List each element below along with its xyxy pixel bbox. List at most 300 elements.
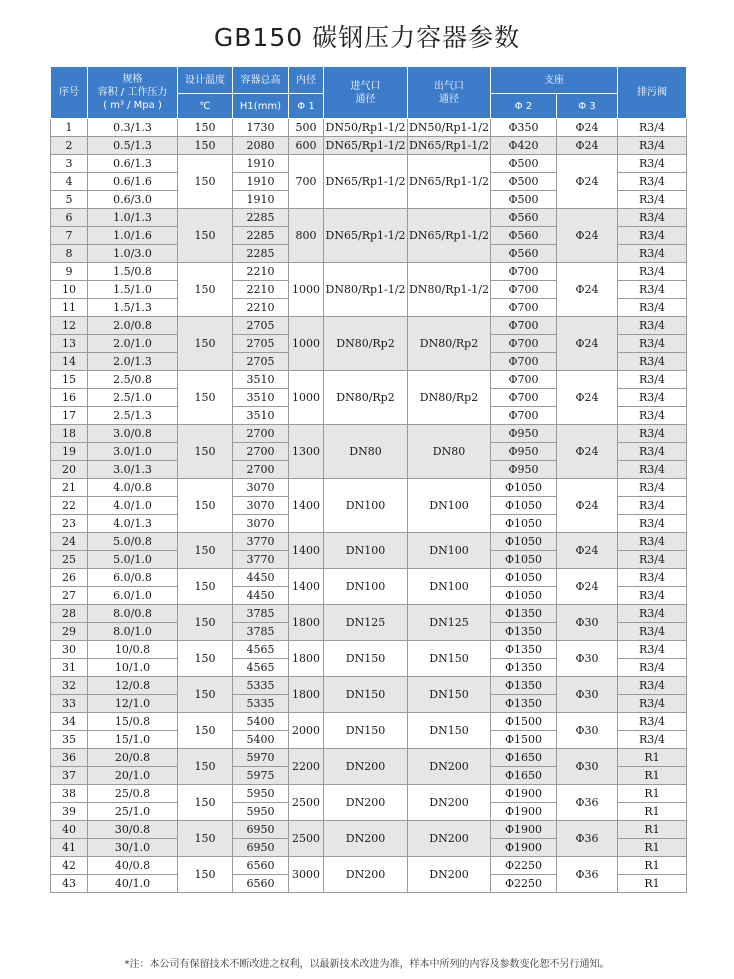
cell-outlet: DN50/Rp1-1/2: [408, 119, 491, 137]
cell-no: 41: [51, 839, 88, 857]
cell-phi2: Φ2250: [491, 875, 557, 893]
cell-no: 14: [51, 353, 88, 371]
cell-phi2: Φ1050: [491, 569, 557, 587]
cell-temp: 150: [178, 209, 233, 263]
cell-phi3: Φ24: [557, 119, 618, 137]
cell-no: 1: [51, 119, 88, 137]
cell-spec: 25/0.8: [88, 785, 178, 803]
cell-height: 2705: [233, 335, 289, 353]
cell-phi2: Φ700: [491, 263, 557, 281]
cell-dia: 500: [289, 119, 324, 137]
cell-drain: R3/4: [618, 587, 687, 605]
cell-no: 16: [51, 389, 88, 407]
cell-temp: 150: [178, 605, 233, 641]
cell-inlet: DN100: [324, 569, 408, 605]
table-header: [51, 67, 687, 119]
spec-group: [51, 209, 687, 263]
cell-no: 22: [51, 497, 88, 515]
cell-no: 21: [51, 479, 88, 497]
cell-phi2: Φ700: [491, 371, 557, 389]
cell-no: 15: [51, 371, 88, 389]
cell-spec: 12/0.8: [88, 677, 178, 695]
cell-no: 19: [51, 443, 88, 461]
cell-height: 4450: [233, 569, 289, 587]
cell-spec: 15/0.8: [88, 713, 178, 731]
header-spec: [88, 67, 178, 119]
cell-drain: R3/4: [618, 605, 687, 623]
cell-temp: 150: [178, 371, 233, 425]
header-drain: 排污阀: [618, 67, 687, 119]
cell-phi2: Φ560: [491, 209, 557, 227]
cell-inlet: DN150: [324, 713, 408, 749]
cell-no: 10: [51, 281, 88, 299]
cell-drain: R3/4: [618, 137, 687, 155]
cell-drain: R3/4: [618, 551, 687, 569]
cell-no: 4: [51, 173, 88, 191]
cell-dia: 1800: [289, 605, 324, 641]
cell-phi2: Φ1650: [491, 749, 557, 767]
cell-outlet: DN150: [408, 677, 491, 713]
table-row: [51, 785, 687, 803]
cell-height: 3770: [233, 551, 289, 569]
cell-spec: 2.5/1.0: [88, 389, 178, 407]
cell-inlet: DN200: [324, 749, 408, 785]
cell-temp: 150: [178, 749, 233, 785]
cell-drain: R1: [618, 875, 687, 893]
cell-phi2: Φ1900: [491, 821, 557, 839]
cell-temp: 150: [178, 857, 233, 893]
cell-phi3: Φ24: [557, 317, 618, 371]
spec-group: [51, 533, 687, 569]
cell-inlet: DN50/Rp1-1/2: [324, 119, 408, 137]
cell-drain: R3/4: [618, 659, 687, 677]
cell-drain: R3/4: [618, 407, 687, 425]
cell-no: 36: [51, 749, 88, 767]
cell-height: 2210: [233, 299, 289, 317]
cell-inlet: DN65/Rp1-1/2: [324, 209, 408, 263]
cell-phi3: Φ30: [557, 641, 618, 677]
cell-phi2: Φ500: [491, 191, 557, 209]
table-row: [51, 371, 687, 389]
cell-height: 1910: [233, 191, 289, 209]
cell-dia: 1000: [289, 371, 324, 425]
cell-outlet: DN200: [408, 857, 491, 893]
cell-height: 6950: [233, 821, 289, 839]
cell-temp: 150: [178, 263, 233, 317]
cell-no: 37: [51, 767, 88, 785]
cell-inlet: DN125: [324, 605, 408, 641]
cell-phi2: Φ700: [491, 407, 557, 425]
cell-dia: 2000: [289, 713, 324, 749]
cell-no: 43: [51, 875, 88, 893]
cell-drain: R1: [618, 857, 687, 875]
cell-spec: 30/0.8: [88, 821, 178, 839]
cell-spec: 8.0/1.0: [88, 623, 178, 641]
spec-group: [51, 821, 687, 857]
cell-inlet: DN80/Rp2: [324, 317, 408, 371]
cell-temp: 150: [178, 821, 233, 857]
cell-height: 5975: [233, 767, 289, 785]
cell-outlet: DN65/Rp1-1/2: [408, 137, 491, 155]
cell-spec: 2.0/1.3: [88, 353, 178, 371]
cell-height: 2210: [233, 263, 289, 281]
cell-no: 24: [51, 533, 88, 551]
table-row: [51, 821, 687, 839]
cell-temp: 150: [178, 479, 233, 533]
cell-phi2: Φ700: [491, 281, 557, 299]
cell-dia: 1400: [289, 533, 324, 569]
cell-phi3: Φ24: [557, 209, 618, 263]
cell-phi2: Φ950: [491, 425, 557, 443]
cell-outlet: DN80/Rp2: [408, 371, 491, 425]
cell-phi2: Φ1050: [491, 533, 557, 551]
cell-phi3: Φ30: [557, 749, 618, 785]
cell-no: 38: [51, 785, 88, 803]
cell-height: 2700: [233, 425, 289, 443]
cell-drain: R3/4: [618, 713, 687, 731]
cell-dia: 1800: [289, 677, 324, 713]
cell-no: 17: [51, 407, 88, 425]
cell-height: 6560: [233, 875, 289, 893]
table-row: [51, 605, 687, 623]
cell-height: 3070: [233, 515, 289, 533]
spec-group: [51, 137, 687, 155]
cell-no: 30: [51, 641, 88, 659]
cell-temp: 150: [178, 155, 233, 209]
cell-spec: 10/1.0: [88, 659, 178, 677]
cell-spec: 15/1.0: [88, 731, 178, 749]
cell-spec: 1.5/0.8: [88, 263, 178, 281]
table-row: [51, 857, 687, 875]
cell-phi3: Φ24: [557, 155, 618, 209]
cell-spec: 2.5/1.3: [88, 407, 178, 425]
cell-spec: 0.5/1.3: [88, 137, 178, 155]
cell-spec: 6.0/0.8: [88, 569, 178, 587]
cell-outlet: DN80/Rp2: [408, 317, 491, 371]
header-outlet: [408, 67, 491, 119]
header-inlet: [324, 67, 408, 119]
cell-phi2: Φ1500: [491, 713, 557, 731]
cell-drain: R1: [618, 839, 687, 857]
cell-no: 23: [51, 515, 88, 533]
cell-no: 5: [51, 191, 88, 209]
cell-no: 11: [51, 299, 88, 317]
cell-drain: R1: [618, 821, 687, 839]
spec-group: [51, 263, 687, 317]
cell-no: 12: [51, 317, 88, 335]
cell-temp: 150: [178, 785, 233, 821]
cell-outlet: DN65/Rp1-1/2: [408, 155, 491, 209]
cell-outlet: DN65/Rp1-1/2: [408, 209, 491, 263]
header-outlet-line1: 出气口: [434, 80, 464, 92]
cell-no: 3: [51, 155, 88, 173]
cell-drain: R3/4: [618, 641, 687, 659]
cell-phi3: Φ24: [557, 263, 618, 317]
cell-inlet: DN150: [324, 677, 408, 713]
cell-dia: 1000: [289, 317, 324, 371]
header-spec-line2: 容积 / 工作压力: [97, 87, 168, 98]
cell-inlet: DN80/Rp1-1/2: [324, 263, 408, 317]
cell-drain: R3/4: [618, 335, 687, 353]
cell-temp: 150: [178, 569, 233, 605]
cell-drain: R3/4: [618, 515, 687, 533]
table-row: [51, 317, 687, 335]
cell-drain: R3/4: [618, 479, 687, 497]
table-row: [51, 749, 687, 767]
header-seq: 序号: [51, 67, 88, 119]
cell-drain: R1: [618, 749, 687, 767]
table-row: [51, 569, 687, 587]
cell-height: 5950: [233, 803, 289, 821]
cell-spec: 20/0.8: [88, 749, 178, 767]
cell-inlet: DN65/Rp1-1/2: [324, 155, 408, 209]
header-dia: 内径: [289, 67, 324, 94]
cell-phi2: Φ500: [491, 173, 557, 191]
cell-height: 2700: [233, 461, 289, 479]
header-height-unit: H1(mm): [233, 94, 289, 119]
cell-inlet: DN200: [324, 785, 408, 821]
cell-no: 35: [51, 731, 88, 749]
cell-dia: 1800: [289, 641, 324, 677]
cell-height: 5400: [233, 713, 289, 731]
spec-group: [51, 119, 687, 137]
cell-height: 3070: [233, 479, 289, 497]
cell-phi3: Φ24: [557, 533, 618, 569]
table-row: [51, 713, 687, 731]
cell-outlet: DN200: [408, 749, 491, 785]
cell-drain: R3/4: [618, 425, 687, 443]
cell-inlet: DN100: [324, 479, 408, 533]
cell-phi3: Φ24: [557, 371, 618, 425]
cell-spec: 6.0/1.0: [88, 587, 178, 605]
cell-spec: 20/1.0: [88, 767, 178, 785]
cell-height: 5335: [233, 677, 289, 695]
cell-drain: R3/4: [618, 497, 687, 515]
cell-no: 8: [51, 245, 88, 263]
cell-phi2: Φ350: [491, 119, 557, 137]
cell-temp: 150: [178, 119, 233, 137]
cell-height: 6950: [233, 839, 289, 857]
cell-outlet: DN100: [408, 569, 491, 605]
cell-height: 2705: [233, 353, 289, 371]
cell-temp: 150: [178, 641, 233, 677]
cell-phi3: Φ24: [557, 137, 618, 155]
cell-inlet: DN100: [324, 533, 408, 569]
cell-dia: 800: [289, 209, 324, 263]
cell-phi2: Φ1050: [491, 497, 557, 515]
header-spec-line1: 规格: [122, 74, 143, 85]
cell-no: 20: [51, 461, 88, 479]
cell-phi2: Φ560: [491, 227, 557, 245]
cell-spec: 10/0.8: [88, 641, 178, 659]
cell-no: 32: [51, 677, 88, 695]
table-row: [51, 533, 687, 551]
cell-height: 2285: [233, 209, 289, 227]
cell-spec: 5.0/0.8: [88, 533, 178, 551]
cell-no: 25: [51, 551, 88, 569]
cell-outlet: DN100: [408, 479, 491, 533]
cell-phi2: Φ1350: [491, 659, 557, 677]
cell-phi3: Φ36: [557, 821, 618, 857]
cell-spec: 3.0/1.0: [88, 443, 178, 461]
cell-no: 7: [51, 227, 88, 245]
spec-group: [51, 713, 687, 749]
cell-phi2: Φ420: [491, 137, 557, 155]
cell-drain: R3/4: [618, 677, 687, 695]
cell-drain: R3/4: [618, 731, 687, 749]
spec-group: [51, 371, 687, 425]
header-height: 容器总高: [233, 67, 289, 94]
cell-drain: R3/4: [618, 389, 687, 407]
cell-height: 6560: [233, 857, 289, 875]
cell-drain: R3/4: [618, 299, 687, 317]
table-row: [51, 677, 687, 695]
cell-no: 29: [51, 623, 88, 641]
spec-group: [51, 785, 687, 821]
cell-no: 6: [51, 209, 88, 227]
table-row: [51, 137, 687, 155]
cell-height: 4450: [233, 587, 289, 605]
cell-no: 26: [51, 569, 88, 587]
cell-phi2: Φ500: [491, 155, 557, 173]
cell-spec: 2.5/0.8: [88, 371, 178, 389]
cell-inlet: DN65/Rp1-1/2: [324, 137, 408, 155]
cell-drain: R1: [618, 803, 687, 821]
cell-spec: 2.0/1.0: [88, 335, 178, 353]
cell-drain: R3/4: [618, 173, 687, 191]
cell-drain: R3/4: [618, 191, 687, 209]
cell-spec: 3.0/1.3: [88, 461, 178, 479]
cell-dia: 1000: [289, 263, 324, 317]
table-row: [51, 155, 687, 173]
cell-spec: 30/1.0: [88, 839, 178, 857]
header-dia-unit: Φ 1: [289, 94, 324, 119]
cell-height: 5950: [233, 785, 289, 803]
cell-height: 2210: [233, 281, 289, 299]
cell-phi3: Φ36: [557, 857, 618, 893]
cell-phi2: Φ700: [491, 299, 557, 317]
cell-temp: 150: [178, 533, 233, 569]
cell-drain: R3/4: [618, 317, 687, 335]
cell-height: 2285: [233, 245, 289, 263]
cell-drain: R3/4: [618, 119, 687, 137]
cell-phi2: Φ950: [491, 461, 557, 479]
spec-group: [51, 155, 687, 209]
cell-phi2: Φ1050: [491, 587, 557, 605]
cell-spec: 8.0/0.8: [88, 605, 178, 623]
cell-spec: 5.0/1.0: [88, 551, 178, 569]
cell-spec: 0.6/1.6: [88, 173, 178, 191]
cell-phi2: Φ1050: [491, 551, 557, 569]
table-row: [51, 263, 687, 281]
cell-phi2: Φ1350: [491, 623, 557, 641]
cell-dia: 600: [289, 137, 324, 155]
cell-inlet: DN80: [324, 425, 408, 479]
cell-phi2: Φ700: [491, 335, 557, 353]
cell-phi2: Φ1050: [491, 515, 557, 533]
cell-phi2: Φ1900: [491, 839, 557, 857]
cell-height: 3510: [233, 407, 289, 425]
cell-spec: 4.0/0.8: [88, 479, 178, 497]
cell-phi2: Φ950: [491, 443, 557, 461]
cell-spec: 1.0/3.0: [88, 245, 178, 263]
header-temp: 设计温度: [178, 67, 233, 94]
cell-outlet: DN150: [408, 641, 491, 677]
cell-spec: 3.0/0.8: [88, 425, 178, 443]
cell-no: 31: [51, 659, 88, 677]
spec-group: [51, 425, 687, 479]
cell-drain: R3/4: [618, 533, 687, 551]
cell-height: 3510: [233, 371, 289, 389]
header-temp-unit: ℃: [178, 94, 233, 119]
cell-height: 3070: [233, 497, 289, 515]
header-inlet-line1: 进气口: [350, 80, 381, 92]
cell-spec: 1.0/1.6: [88, 227, 178, 245]
cell-drain: R3/4: [618, 263, 687, 281]
cell-height: 3770: [233, 533, 289, 551]
cell-height: 5400: [233, 731, 289, 749]
cell-no: 28: [51, 605, 88, 623]
cell-outlet: DN200: [408, 821, 491, 857]
spec-group: [51, 749, 687, 785]
cell-phi3: Φ30: [557, 605, 618, 641]
cell-outlet: DN80: [408, 425, 491, 479]
cell-phi2: Φ560: [491, 245, 557, 263]
cell-drain: R3/4: [618, 155, 687, 173]
spec-group: [51, 569, 687, 605]
cell-drain: R3/4: [618, 443, 687, 461]
spec-group: [51, 605, 687, 641]
cell-spec: 12/1.0: [88, 695, 178, 713]
cell-spec: 0.6/1.3: [88, 155, 178, 173]
cell-phi2: Φ2250: [491, 857, 557, 875]
header-inlet-line2: 通径: [355, 93, 376, 105]
table-row: [51, 425, 687, 443]
cell-no: 42: [51, 857, 88, 875]
cell-height: 2700: [233, 443, 289, 461]
cell-outlet: DN150: [408, 713, 491, 749]
cell-height: 5970: [233, 749, 289, 767]
header-support: 支座: [491, 67, 618, 94]
cell-dia: 2500: [289, 785, 324, 821]
cell-inlet: DN150: [324, 641, 408, 677]
cell-height: 3785: [233, 623, 289, 641]
cell-phi2: Φ700: [491, 353, 557, 371]
cell-phi2: Φ1350: [491, 605, 557, 623]
cell-spec: 25/1.0: [88, 803, 178, 821]
cell-dia: 2200: [289, 749, 324, 785]
cell-height: 1910: [233, 155, 289, 173]
cell-height: 2705: [233, 317, 289, 335]
cell-drain: R1: [618, 767, 687, 785]
cell-height: 1910: [233, 173, 289, 191]
table-row: [51, 641, 687, 659]
cell-drain: R3/4: [618, 245, 687, 263]
cell-phi3: Φ30: [557, 677, 618, 713]
cell-dia: 1400: [289, 569, 324, 605]
page-title: GB150 碳钢压力容器参数: [213, 23, 521, 52]
spec-group: [51, 479, 687, 533]
cell-drain: R3/4: [618, 623, 687, 641]
cell-temp: 150: [178, 137, 233, 155]
cell-drain: R3/4: [618, 461, 687, 479]
cell-phi2: Φ1350: [491, 695, 557, 713]
cell-temp: 150: [178, 677, 233, 713]
cell-height: 4565: [233, 659, 289, 677]
cell-spec: 1.5/1.3: [88, 299, 178, 317]
header-phi3: Φ 3: [557, 94, 618, 119]
cell-phi2: Φ700: [491, 389, 557, 407]
